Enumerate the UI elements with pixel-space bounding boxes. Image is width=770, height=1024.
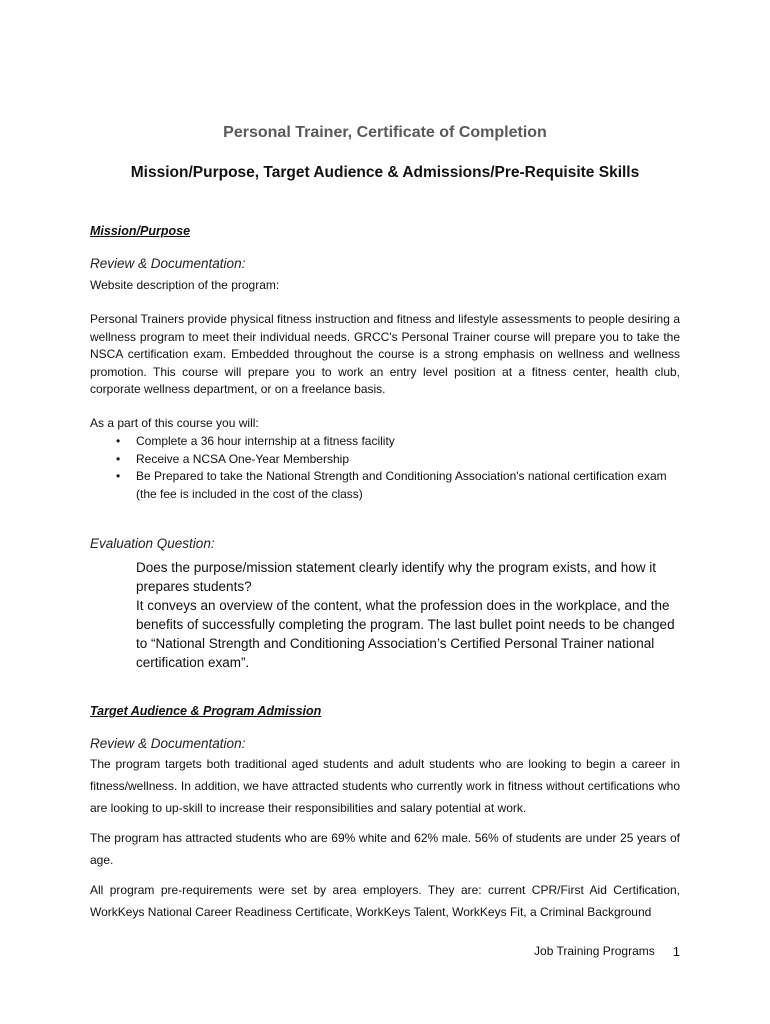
bullet-icon: • — [116, 434, 121, 448]
course-bullet-list — [90, 433, 680, 503]
footer-label: Job Training Programs — [534, 944, 655, 958]
bullet-text: Complete a 36 hour internship at a fitness facility — [136, 434, 395, 448]
list-item — [90, 468, 680, 503]
course-intro: As a part of this course you will: — [90, 416, 259, 430]
bullet-text: Be Prepared to take the National Strength and Conditioning Association's national certification exam (the fee is included in the cost of the class) — [136, 469, 667, 501]
page-footer — [534, 944, 680, 959]
list-item — [90, 433, 680, 451]
website-description-label: Website description of the program: — [90, 278, 280, 292]
mission-review-heading: Review & Documentation: — [90, 256, 246, 271]
evaluation-answer: It conveys an overview of the content, what the profession does in the workplace, and the benefits of successfully completing the program. The last bullet point needs to be changed to “National Strength and Conditioning Association’s Certified Personal Trainer national certification exam”. — [136, 598, 675, 670]
target-paragraph-2: The program has attracted students who are 69% white and 62% male. 56% of students are under 25 years of age. — [90, 831, 680, 867]
bullet-text: Receive a NCSA One-Year Membership — [136, 451, 349, 466]
target-paragraph-1: The program targets both traditional aged students and adult students who are looking to begin a career in fitness/wellness. In addition, we have attracted students who currently work in fitness without certifications who are looking to up-skill to increase their responsibilities and salary potential at work. — [90, 757, 680, 815]
list-item — [90, 451, 680, 469]
page-number: 1 — [672, 944, 680, 959]
document-subtitle: Mission/Purpose, Target Audience & Admissions/Pre-Requisite Skills — [130, 164, 640, 181]
target-paragraph-3: All program pre-requirements were set by area employers. They are: current CPR/First Aid Certification, WorkKeys National Career Readiness Certificate, WorkKeys Talent, WorkKeys Fit, a Criminal Background — [90, 883, 680, 919]
target-heading: Target Audience & Program Admission — [90, 704, 322, 718]
bullet-icon: • — [116, 469, 121, 483]
evaluation-heading: Evaluation Question: — [90, 536, 215, 551]
bullet-icon: • — [116, 451, 121, 466]
target-review-heading: Review & Documentation: — [90, 736, 246, 751]
mission-heading: Mission/Purpose — [90, 224, 191, 238]
mission-description: Personal Trainers provide physical fitness instruction and fitness and lifestyle assessments to people desiring a wellness program to meet their individual needs. GRCC's Personal Trainer course will prepare you to take the NSCA certification exam. Embedded throughout the course is a strong emphasis on wellness and wellness promotion. This course will prepare you to work an entry level position at a fitness center, health club, corporate wellness department, or on a freelance basis. — [90, 312, 680, 396]
evaluation-question: Does the purpose/mission statement clearly identify why the program exists, and how it prepares students? — [136, 560, 656, 594]
document-title: Personal Trainer, Certificate of Completion — [223, 124, 547, 141]
